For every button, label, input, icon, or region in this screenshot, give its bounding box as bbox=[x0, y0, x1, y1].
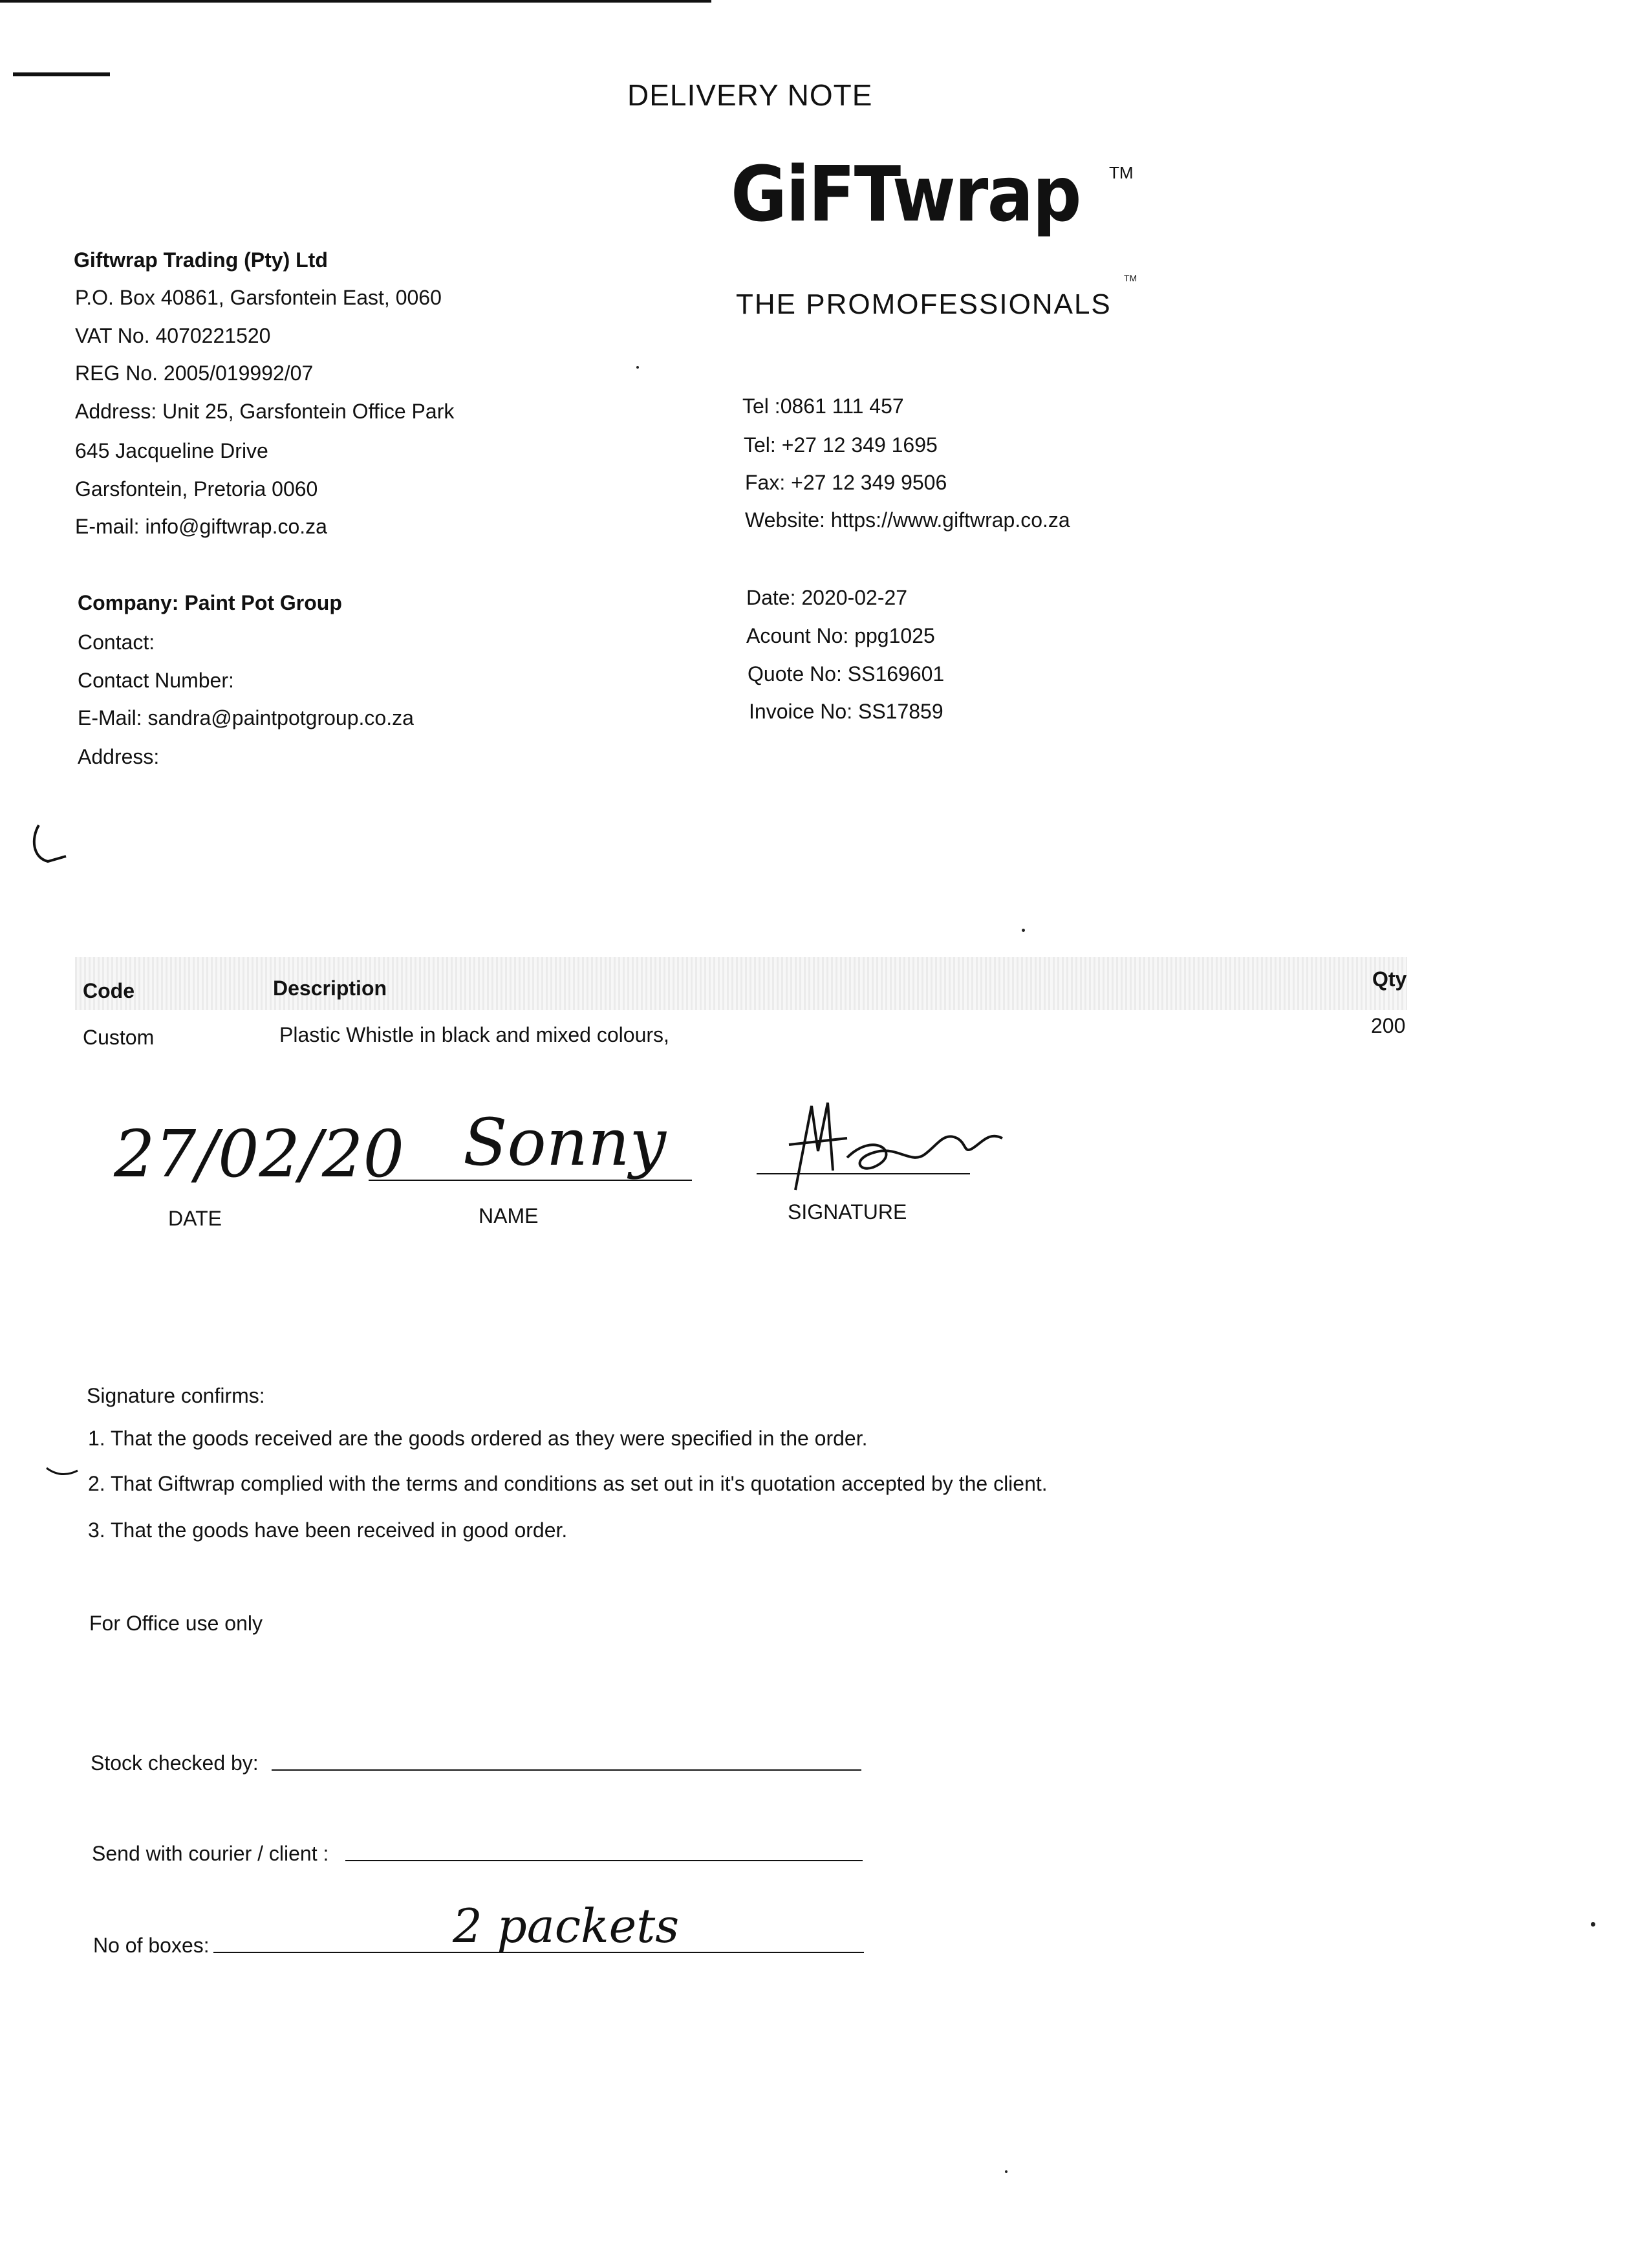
office-heading: For Office use only bbox=[89, 1612, 263, 1635]
doc-quote-no: Quote No: SS169601 bbox=[748, 662, 945, 686]
brand-tagline: THE PROMOFESSIONALS bbox=[736, 288, 1112, 320]
brand-logo bbox=[731, 149, 1170, 265]
confirms-item-3: 3. That the goods have been received in good order. bbox=[88, 1518, 568, 1542]
scan-speck bbox=[1591, 1922, 1595, 1927]
doc-invoice-no: Invoice No: SS17859 bbox=[749, 700, 943, 723]
confirms-heading: Signature confirms: bbox=[87, 1384, 265, 1407]
document-title: DELIVERY NOTE bbox=[627, 78, 873, 112]
customer-contact-number: Contact Number: bbox=[78, 669, 234, 692]
table-header-description: Description bbox=[273, 977, 387, 1000]
handwritten-name: Sonny bbox=[463, 1105, 667, 1180]
signature-scribble bbox=[750, 1093, 1022, 1196]
sender-address-line1: Address: Unit 25, Garsfontein Office Park bbox=[75, 400, 455, 423]
sender-address-line2: 645 Jacqueline Drive bbox=[75, 439, 268, 462]
scan-mark-left bbox=[28, 819, 74, 877]
contact-fax: Fax: +27 12 349 9506 bbox=[745, 471, 947, 494]
table-header-code: Code bbox=[83, 979, 135, 1002]
scan-speck bbox=[1022, 929, 1025, 932]
sender-reg: REG No. 2005/019992/07 bbox=[75, 362, 314, 385]
row-code: Custom bbox=[83, 1026, 155, 1049]
contact-tel-1: Tel :0861 111 457 bbox=[742, 394, 904, 418]
sender-name: Giftwrap Trading (Pty) Ltd bbox=[74, 248, 328, 272]
contact-website: Website: https://www.giftwrap.co.za bbox=[745, 508, 1070, 532]
tagline-tm-mark: TM bbox=[1124, 273, 1137, 283]
row-qty: 200 bbox=[1371, 1014, 1406, 1037]
sender-po-box: P.O. Box 40861, Garsfontein East, 0060 bbox=[75, 286, 442, 309]
label-name: NAME bbox=[479, 1204, 539, 1227]
confirms-item-1: 1. That the goods received are the goods ordered as they were specified in the order. bbox=[88, 1427, 868, 1450]
send-with-line bbox=[345, 1860, 863, 1861]
customer-contact: Contact: bbox=[78, 631, 155, 654]
scan-edge-top-line bbox=[0, 0, 711, 3]
customer-company: Company: Paint Pot Group bbox=[78, 591, 342, 614]
contact-tel-2: Tel: +27 12 349 1695 bbox=[744, 433, 938, 457]
row-description: Plastic Whistle in black and mixed colours, bbox=[279, 1023, 669, 1046]
send-with-label: Send with courier / client : bbox=[92, 1842, 329, 1865]
table-header-qty: Qty bbox=[1372, 967, 1407, 991]
sender-address-line3: Garsfontein, Pretoria 0060 bbox=[75, 477, 318, 501]
stock-checked-line bbox=[272, 1769, 861, 1771]
scan-speck bbox=[1005, 2170, 1008, 2173]
signature-line bbox=[757, 1173, 970, 1174]
label-date: DATE bbox=[168, 1207, 222, 1230]
handwritten-date: 27/02/20 bbox=[114, 1116, 405, 1192]
scan-speck bbox=[636, 366, 639, 369]
doc-account-no: Acount No: ppg1025 bbox=[746, 624, 935, 647]
customer-email: E-Mail: sandra@paintpotgroup.co.za bbox=[78, 706, 414, 729]
confirms-item-2: 2. That Giftwrap complied with the terms and conditions as set out in it's quotation accepted by the client. bbox=[88, 1472, 1048, 1495]
customer-address: Address: bbox=[78, 745, 160, 768]
scan-edge-mark bbox=[13, 72, 110, 76]
sender-email: E-mail: info@giftwrap.co.za bbox=[75, 515, 327, 538]
stock-checked-label: Stock checked by: bbox=[91, 1751, 259, 1775]
brand-tm-mark: TM bbox=[1109, 163, 1134, 182]
doc-date: Date: 2020-02-27 bbox=[746, 586, 908, 609]
sender-vat: VAT No. 4070221520 bbox=[75, 324, 271, 347]
handwritten-boxes: 2 packets bbox=[453, 1899, 680, 1953]
label-signature: SIGNATURE bbox=[788, 1200, 907, 1224]
no-of-boxes-label: No of boxes: bbox=[93, 1934, 210, 1957]
scan-mark-left-2 bbox=[44, 1464, 83, 1484]
brand-logo-text: GiFTwrap bbox=[731, 149, 1081, 239]
